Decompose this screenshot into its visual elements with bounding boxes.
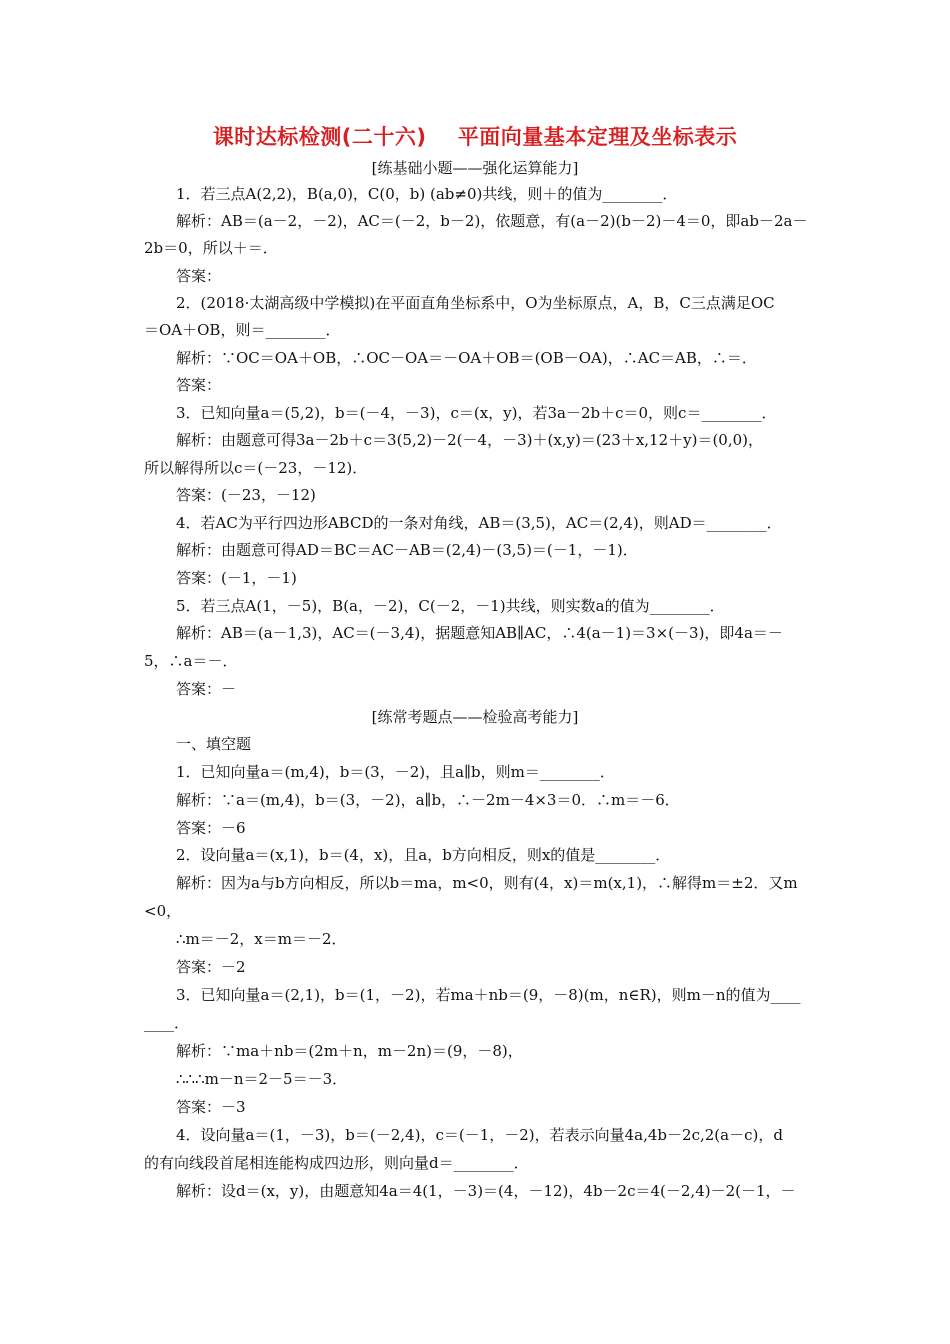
text-line: 解析：因为a与b方向相反，所以b＝ma，m<0，则有(4，x)＝m(x,1)，∴解得m＝±2．又m [176, 874, 798, 892]
text-line: 解析：设d＝(x，y)，由题意知4a＝4(1，－3)＝(4，－12)，4b－2c＝4(－2,4)－2(－1，－ [176, 1182, 796, 1200]
text-line: 3．已知向量a＝(5,2)，b＝(－4，－3)，c＝(x，y)，若3a－2b＋c＝0，则c＝________． [176, 404, 777, 422]
text-line: 答案：(－1，－1) [176, 569, 297, 587]
text-line: 1．若三点A(2,2)，B(a,0)，C(0，b) (ab≠0)共线，则＋的值为________． [176, 185, 678, 203]
text-line: 4．若AC为平行四边形ABCD的一条对角线，AB＝(3,5)，AC＝(2,4)，则AD＝________． [176, 514, 782, 532]
text-line: ____． [144, 1014, 190, 1032]
text-line: ∴m＝－2，x＝m＝－2． [176, 930, 347, 948]
text-line: 答案：－ [176, 680, 237, 698]
text-line: 解析：AB＝(a－2，－2)，AC＝(－2，b－2)，依题意，有(a－2)(b－2)－4＝0，即ab－2a－ [176, 212, 808, 230]
text-line: 1．已知向量a＝(m,4)，b＝(3，－2)，且a∥b，则m＝________． [176, 763, 615, 781]
text-line: 解析：由题意可得3a－2b＋c＝3(5,2)－2(－4，－3)＋(x,y)＝(23＋x,12＋y)＝(0,0)， [176, 431, 764, 449]
section-heading-basic: [练基础小题——强化运算能力] [371, 159, 579, 177]
text-line: 答案： [176, 376, 222, 394]
text-line: 2．设向量a＝(x,1)，b＝(4，x)，且a，b方向相反，则x的值是________． [176, 846, 671, 864]
text-line: 解析：∵ma＋nb＝(2m＋n，m－2n)＝(9，－8)， [176, 1042, 523, 1060]
text-line: 2．(2018·太湖高级中学模拟)在平面直角坐标系中，O为坐标原点，A，B，C三点满足OC [176, 294, 775, 312]
text-line: 解析：∵OC＝OA＋OB，∴OC－OA＝－OA＋OB＝(OB－OA)，∴AC＝AB，∴＝． [176, 349, 757, 367]
page-title: 课时达标检测(二十六) 平面向量基本定理及坐标表示 [212, 125, 738, 149]
text-line: 一、填空题 [176, 735, 252, 753]
text-line: ＝OA＋OB，则＝________． [144, 321, 341, 339]
text-line: 所以解得所以c＝(－23，－12)． [144, 459, 368, 477]
section-heading-exam: [练常考题点——检验高考能力] [371, 708, 579, 726]
text-line: 的有向线段首尾相连能构成四边形，则向量d＝________． [144, 1154, 529, 1172]
text-line: 2b＝0，所以＋＝． [144, 239, 278, 257]
text-line: 答案：－3 [176, 1098, 246, 1116]
text-line: 答案：－2 [176, 958, 246, 976]
text-line: 5．若三点A(1，－5)，B(a，－2)，C(－2，－1)共线，则实数a的值为________． [176, 597, 725, 615]
text-line: 答案：－6 [176, 819, 246, 837]
text-line: 4．设向量a＝(1，－3)，b＝(－2,4)，c＝(－1，－2)，若表示向量4a,4b－2c,2(a－c)，d [176, 1126, 783, 1144]
text-line: 答案： [176, 267, 222, 285]
text-line: 解析：∵a＝(m,4)，b＝(3，－2)，a∥b，∴－2m－4×3＝0．∴m＝－6． [176, 791, 680, 809]
text-line: ∴∴∴m－n＝2－5＝－3． [176, 1070, 348, 1088]
text-line: 答案：(－23，－12) [176, 486, 316, 504]
text-line: 解析：AB＝(a－1,3)，AC＝(－3,4)，据题意知AB∥AC，∴4(a－1)＝3×(－3)，即4a＝－ [176, 624, 783, 642]
text-line: 3．已知向量a＝(2,1)，b＝(1，－2)，若ma＋nb＝(9，－8)(m，n∈R)，则m－n的值为____ [176, 986, 801, 1004]
text-line: <0， [144, 902, 182, 920]
text-line: 解析：由题意可得AD＝BC＝AC－AB＝(2,4)－(3,5)＝(－1，－1)． [176, 541, 638, 559]
text-line: 5，∴a＝－． [144, 652, 238, 670]
